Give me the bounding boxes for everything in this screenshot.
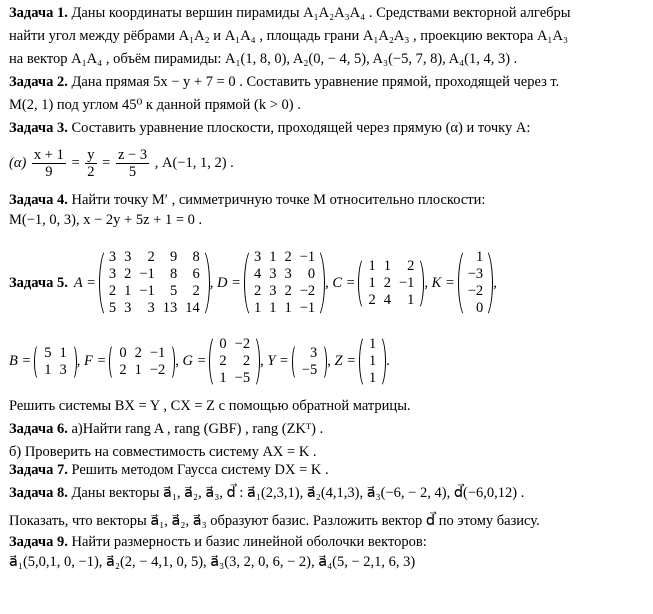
task1-label: Задача 1. (9, 5, 68, 21)
task3-equation: (α) $\frac{x + 1}{9}$ = $\frac{y}{2}$ = $\frac{z - 3}{5}$ , A(−1, 1, 2) . (9, 147, 234, 181)
matrix-D-cell: 2 (253, 283, 262, 299)
matrix-G-cell: 0 (219, 336, 227, 352)
task5-row1: Задача 5. A = 3 3 2 9 8 3 2 −1 8 6 2 1 −1 5 2 5 3 3 13 14 , D = 3 1 2 −1 4 3 3 0 2 3 2 −2 1 1 1 −1 , C = 1 1 2 1 2 −1 2 4 1 , K = 1 −3 −2 0 , (9, 249, 497, 316)
task3-line1 (9, 119, 530, 137)
matrix-C-cell: 1 (383, 257, 391, 274)
matrix-A-cell: 9 (170, 249, 178, 265)
matrix-D-cell: 2 (284, 249, 292, 265)
task2-label: Задача 2. (9, 74, 68, 90)
matrix-B-cell: 5 (44, 344, 52, 361)
matrix-G (215, 336, 254, 387)
matrix-A-cell: 2 (108, 283, 117, 299)
matrix-G-cell: 1 (219, 370, 227, 386)
matrix-A-cell: 8 (170, 266, 178, 282)
matrix-A-cell: 3 (108, 249, 117, 265)
task6-b: б) Проверить на совместимость систему AX = K . (9, 444, 317, 460)
task1-line1 (9, 4, 571, 22)
matrix-C-cell: 1 (368, 257, 376, 274)
matrix-G-cell: −2 (234, 336, 251, 352)
matrix-D-cell: 4 (253, 266, 262, 282)
matrix-A-cell: 3 (108, 266, 117, 282)
matrix-K-cell: −3 (467, 266, 484, 282)
matrix-F-cell: 1 (134, 361, 142, 378)
matrix-D (250, 249, 319, 317)
matrix-D-cell: 1 (253, 300, 262, 316)
matrix-Y (298, 345, 321, 379)
task9-text1: Найти размерность и базис линейной оболочки векторов: (71, 534, 427, 550)
task4-label: Задача 4. (9, 192, 68, 208)
task5-solve: Решить системы BX = Y , CX = Z с помощью обратной матрицы. (9, 398, 411, 414)
matrix-D-cell: 3 (269, 283, 277, 299)
task2-line2: M(2, 1) под углом 45⁰ к данной прямой (k > 0) . (9, 97, 301, 113)
matrix-B (40, 345, 71, 379)
matrix-Z-cell: 1 (368, 370, 377, 386)
matrix-A-cell: 3 (147, 300, 155, 316)
task4-line2: M(−1, 0, 3), x − 2y + 5z + 1 = 0 . (9, 212, 203, 228)
matrix-A-cell: 5 (108, 300, 117, 316)
matrix-D-cell: 1 (269, 249, 277, 265)
matrix-A (105, 249, 204, 317)
task4-text1: Найти точку M′ , симметричную точке M относительно плоскости: (71, 192, 486, 208)
task9-line2: a⃗₁(5,0,1, 0, −1), a⃗₂(2, − 4,1, 0, 5), a⃗₃(3, 2, 0, 6, − 2), a⃗₄(5, − 2,1, 6, 3) (9, 554, 416, 570)
matrix-F-cell: −1 (149, 344, 166, 361)
matrix-A-cell: 3 (124, 249, 132, 265)
matrix-B-cell: 1 (44, 361, 52, 378)
matrix-F (115, 345, 169, 379)
matrix-G-cell: 2 (242, 353, 251, 369)
matrix-A-cell: 2 (147, 249, 155, 265)
task8-label: Задача 8. (9, 485, 68, 501)
task6-a: а)Найти rang A , rang (GBF) , rang (ZKᵀ) . (71, 421, 324, 437)
task5-row2: B = 5 1 1 3 , F = 0 2 −1 2 1 −2 , G = 0 −2 2 2 1 −5 , Y = 3 −5 , Z = 1 1 1 . (9, 336, 390, 386)
matrix-A-cell: 2 (192, 283, 200, 299)
matrix-D-cell: 3 (253, 249, 262, 265)
matrix-A-cell: 13 (162, 300, 178, 316)
task3-text1: Составить уравнение плоскости, проходящей через прямую (α) и точку А: (71, 120, 531, 136)
matrix-D-cell: 0 (307, 266, 316, 282)
matrix-C-cell: −1 (398, 274, 415, 291)
task7-text: Решить методом Гаусса систему DX = K . (71, 462, 329, 478)
task9-label: Задача 9. (9, 534, 68, 550)
matrix-A-cell: 8 (192, 249, 200, 265)
task9-line1 (9, 533, 427, 551)
matrix-G-cell: 2 (219, 353, 227, 369)
matrix-D-cell: −1 (299, 249, 316, 265)
task2-text1: Дана прямая 5x − y + 7 = 0 . Составить уравнение прямой, проходящей через т. (71, 74, 560, 90)
task3-point: , A(−1, 1, 2) . (154, 155, 234, 171)
matrix-F-cell: 2 (134, 344, 142, 361)
fraction-y: $\frac{y}{2}$ (87, 147, 95, 181)
matrix-K-cell: 1 (475, 249, 484, 265)
task8-line2: Показать, что векторы a⃗₁, a⃗₂, a⃗₃ образуют базис. Разложить вектор d⃗ по этому базису. (9, 513, 540, 529)
matrix-F-cell: 0 (119, 344, 127, 361)
matrix-C-cell: 2 (407, 257, 415, 274)
matrix-F-cell: 2 (119, 361, 127, 378)
matrix-Z-cell: 1 (368, 336, 377, 352)
matrix-C (364, 258, 418, 309)
task7-label: Задача 7. (9, 462, 68, 478)
matrix-Y-cell: −5 (301, 361, 318, 378)
matrix-K-cell: 0 (475, 300, 484, 316)
matrix-K-cell: −2 (467, 283, 484, 299)
task6-line1 (9, 420, 323, 438)
matrix-A-cell: 6 (192, 266, 200, 282)
task6-label: Задача 6. (9, 421, 68, 437)
task8-line1 (9, 484, 524, 502)
matrix-C-cell: 2 (383, 274, 391, 291)
matrix-D-cell: 2 (284, 283, 292, 299)
matrix-A-cell: 5 (170, 283, 178, 299)
matrix-D-cell: 1 (269, 300, 277, 316)
task4-line1 (9, 191, 485, 209)
fraction-z: $\frac{z - 3}{5}$ (117, 147, 148, 181)
matrix-A-cell: −1 (139, 283, 155, 299)
matrix-A-cell: −1 (139, 266, 155, 282)
matrix-A-cell: 3 (124, 300, 132, 316)
matrix-D-cell: 3 (269, 266, 277, 282)
task1-line3: на вектор A₁A₄ , объём пирамиды: A₁(1, 8, 0), A₂(0, − 4, 5), A₃(−5, 7, 8), A₄(1, 4, 3) . (9, 51, 518, 67)
matrix-D-cell: 1 (284, 300, 292, 316)
task7-line (9, 461, 329, 479)
matrix-B-cell: 1 (59, 344, 67, 361)
fraction-x: $\frac{x + 1}{9}$ (33, 147, 64, 181)
task5-label: Задача 5. (9, 274, 68, 291)
matrix-C-cell: 2 (368, 291, 376, 308)
matrix-F-cell: −2 (149, 361, 166, 378)
matrix-A-cell: 1 (124, 283, 132, 299)
task8-text1: Даны векторы a⃗₁, a⃗₂, a⃗₃, d⃗ : a⃗₁(2,3,1), a⃗₂(4,1,3), a⃗₃(−6, − 2, 4), d⃗(−6,0,12) . (71, 485, 525, 501)
matrix-Y-cell: 3 (310, 344, 318, 361)
matrix-Z-cell: 1 (368, 353, 377, 369)
matrix-C-cell: 1 (407, 291, 415, 308)
task1-line2: найти угол между рёбрами A₁A₂ и A₁A₄ , площадь грани A₁A₂A₃ , проекцию вектора A₁A₃ (9, 28, 569, 44)
task2-line1 (9, 73, 559, 91)
matrix-B-cell: 3 (59, 361, 67, 378)
matrix-C-cell: 1 (368, 274, 376, 291)
task1-text1: Даны координаты вершин пирамиды A₁A₂A₃A₄ . Средствами векторной алгебры (71, 5, 571, 21)
matrix-A-cell: 2 (124, 266, 132, 282)
task3-label: Задача 3. (9, 120, 68, 136)
matrix-C-cell: 4 (383, 291, 391, 308)
matrix-D-cell: 3 (284, 266, 292, 282)
matrix-D-cell: −2 (299, 283, 316, 299)
matrix-D-cell: −1 (299, 300, 316, 316)
alpha-label: (α) (9, 155, 27, 171)
matrix-Z (365, 336, 380, 387)
matrix-A-cell: 14 (185, 300, 200, 316)
matrix-K (464, 249, 487, 317)
matrix-G-cell: −5 (234, 370, 251, 386)
